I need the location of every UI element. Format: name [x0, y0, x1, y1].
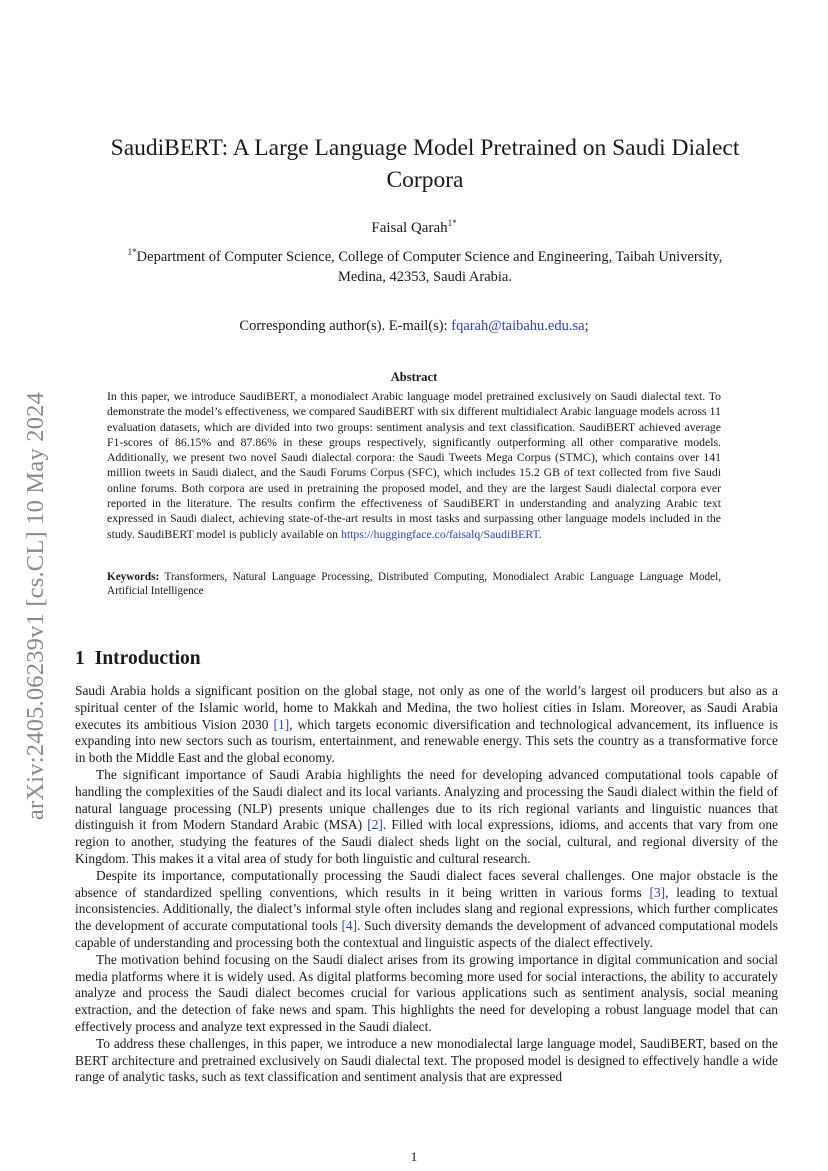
keywords-text: Transformers, Natural Language Processing, Distributed Computing, Monodialect Arabic Language Language Model, Artificial Intelligence	[107, 571, 721, 598]
section-heading-introduction	[75, 648, 201, 670]
intro-paragraph-3	[75, 868, 778, 952]
keywords-label: Keywords:	[107, 571, 160, 583]
affiliation-marker: 1*	[127, 247, 137, 258]
affiliation-text: Department of Computer Science, College of Computer Science and Engineering, Taibah University, Medina, 42353, Saudi Arabia.	[136, 249, 723, 285]
intro-p3-text-b: , leading to textual inconsistencies. Additionally, the dialect’s informal style often includes slang and regional expressions, which further complicates the development of accurate computational tools	[75, 884, 778, 934]
paper-title: SaudiBERT: A Large Language Model Pretrained on Saudi Dialect Corpora	[110, 135, 740, 193]
affiliation	[110, 247, 740, 287]
intro-p2-text-a: The significant importance of Saudi Arabia highlights the need for developing advanced computational tools capable of handling the complexities of the Saudi dialect and its local variants. Analyzing and processing the Saudi dialect within the field of natural language processing (NLP) presents unique challenges due to its rich regional variants and linguistic nuances that distinguish it from Modern Standard Arabic (MSA)	[75, 766, 778, 833]
intro-paragraph-2	[75, 767, 778, 868]
intro-p4-text: The motivation behind focusing on the Saudi dialect arises from its growing importance in digital communication and social media platforms where it is widely used. As digital platforms becoming more used for social interactions, the ability to accurately analyze and process the Saudi dialect becomes crucial for various applications such as sentiment analysis, social meaning extraction, and the detection of fake news and spam. This highlights the need for developing a robust language model that can effectively process and analyze text expressed in the Saudi dialect.	[75, 951, 778, 1034]
correspondence-trailing: ;	[584, 318, 589, 334]
abstract-heading: Abstract	[390, 370, 438, 384]
intro-p3-text-a: Despite its importance, computationally processing the Saudi dialect faces several challenges. One major obstacle is the absence of standardized spelling conventions, which results in it being written in various forms	[75, 867, 778, 900]
intro-p1-text-a: Saudi Arabia holds a significant position on the global stage, not only as one of the world’s largest oil producers but also as a spiritual center of the Islamic world, home to Makkah and Medina, the two holiest cities in Islam. Moreover, as Saudi Arabia executes its ambitious Vision 2030	[75, 683, 778, 732]
abstract-text: In this paper, we introduce SaudiBERT, a monodialect Arabic language model pretrained exclusively on Saudi dialectal text. To demonstrate the model’s effectiveness, we compared SaudiBERT with six different multidialect Arabic language models across 11 evaluation datasets, which are divided into two groups: sentiment analysis and text classification. SaudiBERT achieved average F1-scores of 86.15% and 87.86% in these groups respectively, significantly outperforming all other comparative models. Additionally, we present two novel Saudi dialectal corpora: the Saudi Tweets Mega Corpus (STMC), which contains over 141 million tweets in Saudi dialect, and the Saudi Forums Corpus (SFC), which includes 15.2 GB of text collected from five Saudi online forums. Both corpora are used in pretraining the proposed model, and they are the largest Saudi dialectal corpora ever reported in the literature. The results confirm the effectiveness of SaudiBERT in understanding and analyzing Arabic text expressed in Saudi dialect, achieving state-of-the-art results in most tasks and surpassing other language models included in the study. SaudiBERT model is publicly available on	[107, 390, 721, 541]
arxiv-identifier-stamp	[6, 356, 66, 856]
intro-paragraph-5	[75, 1036, 778, 1086]
citation-3[interactable]: [3]	[649, 884, 666, 900]
citation-2[interactable]: [2]	[367, 817, 383, 833]
author-name: Faisal Qarah	[371, 220, 448, 236]
section-number: 1	[75, 648, 85, 669]
intro-p1-text-b: , which targets economic diversification and technological advancement, its influence is expanding into new sectors such as tourism, entertainment, and renewable energy. This sets the country as a transformative force in both the Middle East and the global economy.	[75, 716, 778, 766]
introduction-body	[75, 683, 778, 1086]
abstract-body	[107, 389, 721, 542]
intro-paragraph-4	[75, 952, 778, 1036]
page-number: 1	[410, 1149, 418, 1164]
section-title: Introduction	[94, 648, 201, 669]
author-line	[0, 220, 828, 237]
author-affiliation-marker: 1*	[447, 218, 457, 228]
huggingface-link[interactable]: https://huggingface.co/faisalq/SaudiBERT	[340, 527, 539, 541]
intro-p3-text-c: . Such diversity demands the development of advanced computational models capable of understanding and processing both the contextual and linguistic aspects of the dialect effectively.	[75, 918, 778, 950]
correspondence-line	[0, 318, 828, 335]
email-link[interactable]: fqarah@taibahu.edu.sa	[451, 318, 585, 334]
correspondence-label: Corresponding author(s). E-mail(s):	[239, 318, 448, 334]
intro-p2-text-b: . Filled with local expressions, idioms, and accents that vary from one region to another, studying the features of the Saudi dialect sheds light on the social, cultural, and regional diversity of the Kingdom. This makes it a vital area of study for both linguistic and cultural research.	[75, 817, 778, 866]
abstract-link-trailing: .	[538, 527, 542, 541]
citation-1[interactable]: [1]	[273, 716, 290, 732]
arxiv-id-text: arXiv:2405.06239v1 [cs.CL] 10 May 2024	[22, 391, 50, 821]
citation-4[interactable]: [4]	[341, 918, 358, 934]
intro-paragraph-1	[75, 683, 778, 767]
keywords	[107, 570, 721, 598]
intro-p5-text: To address these challenges, in this paper, we introduce a new monodialectal large language model, SaudiBERT, based on the BERT architecture and pretrained exclusively on Saudi dialectal text. The proposed model is designed to effectively handle a wide range of analytic tasks, such as text classification and sentiment analysis that are expressed	[75, 1035, 778, 1085]
